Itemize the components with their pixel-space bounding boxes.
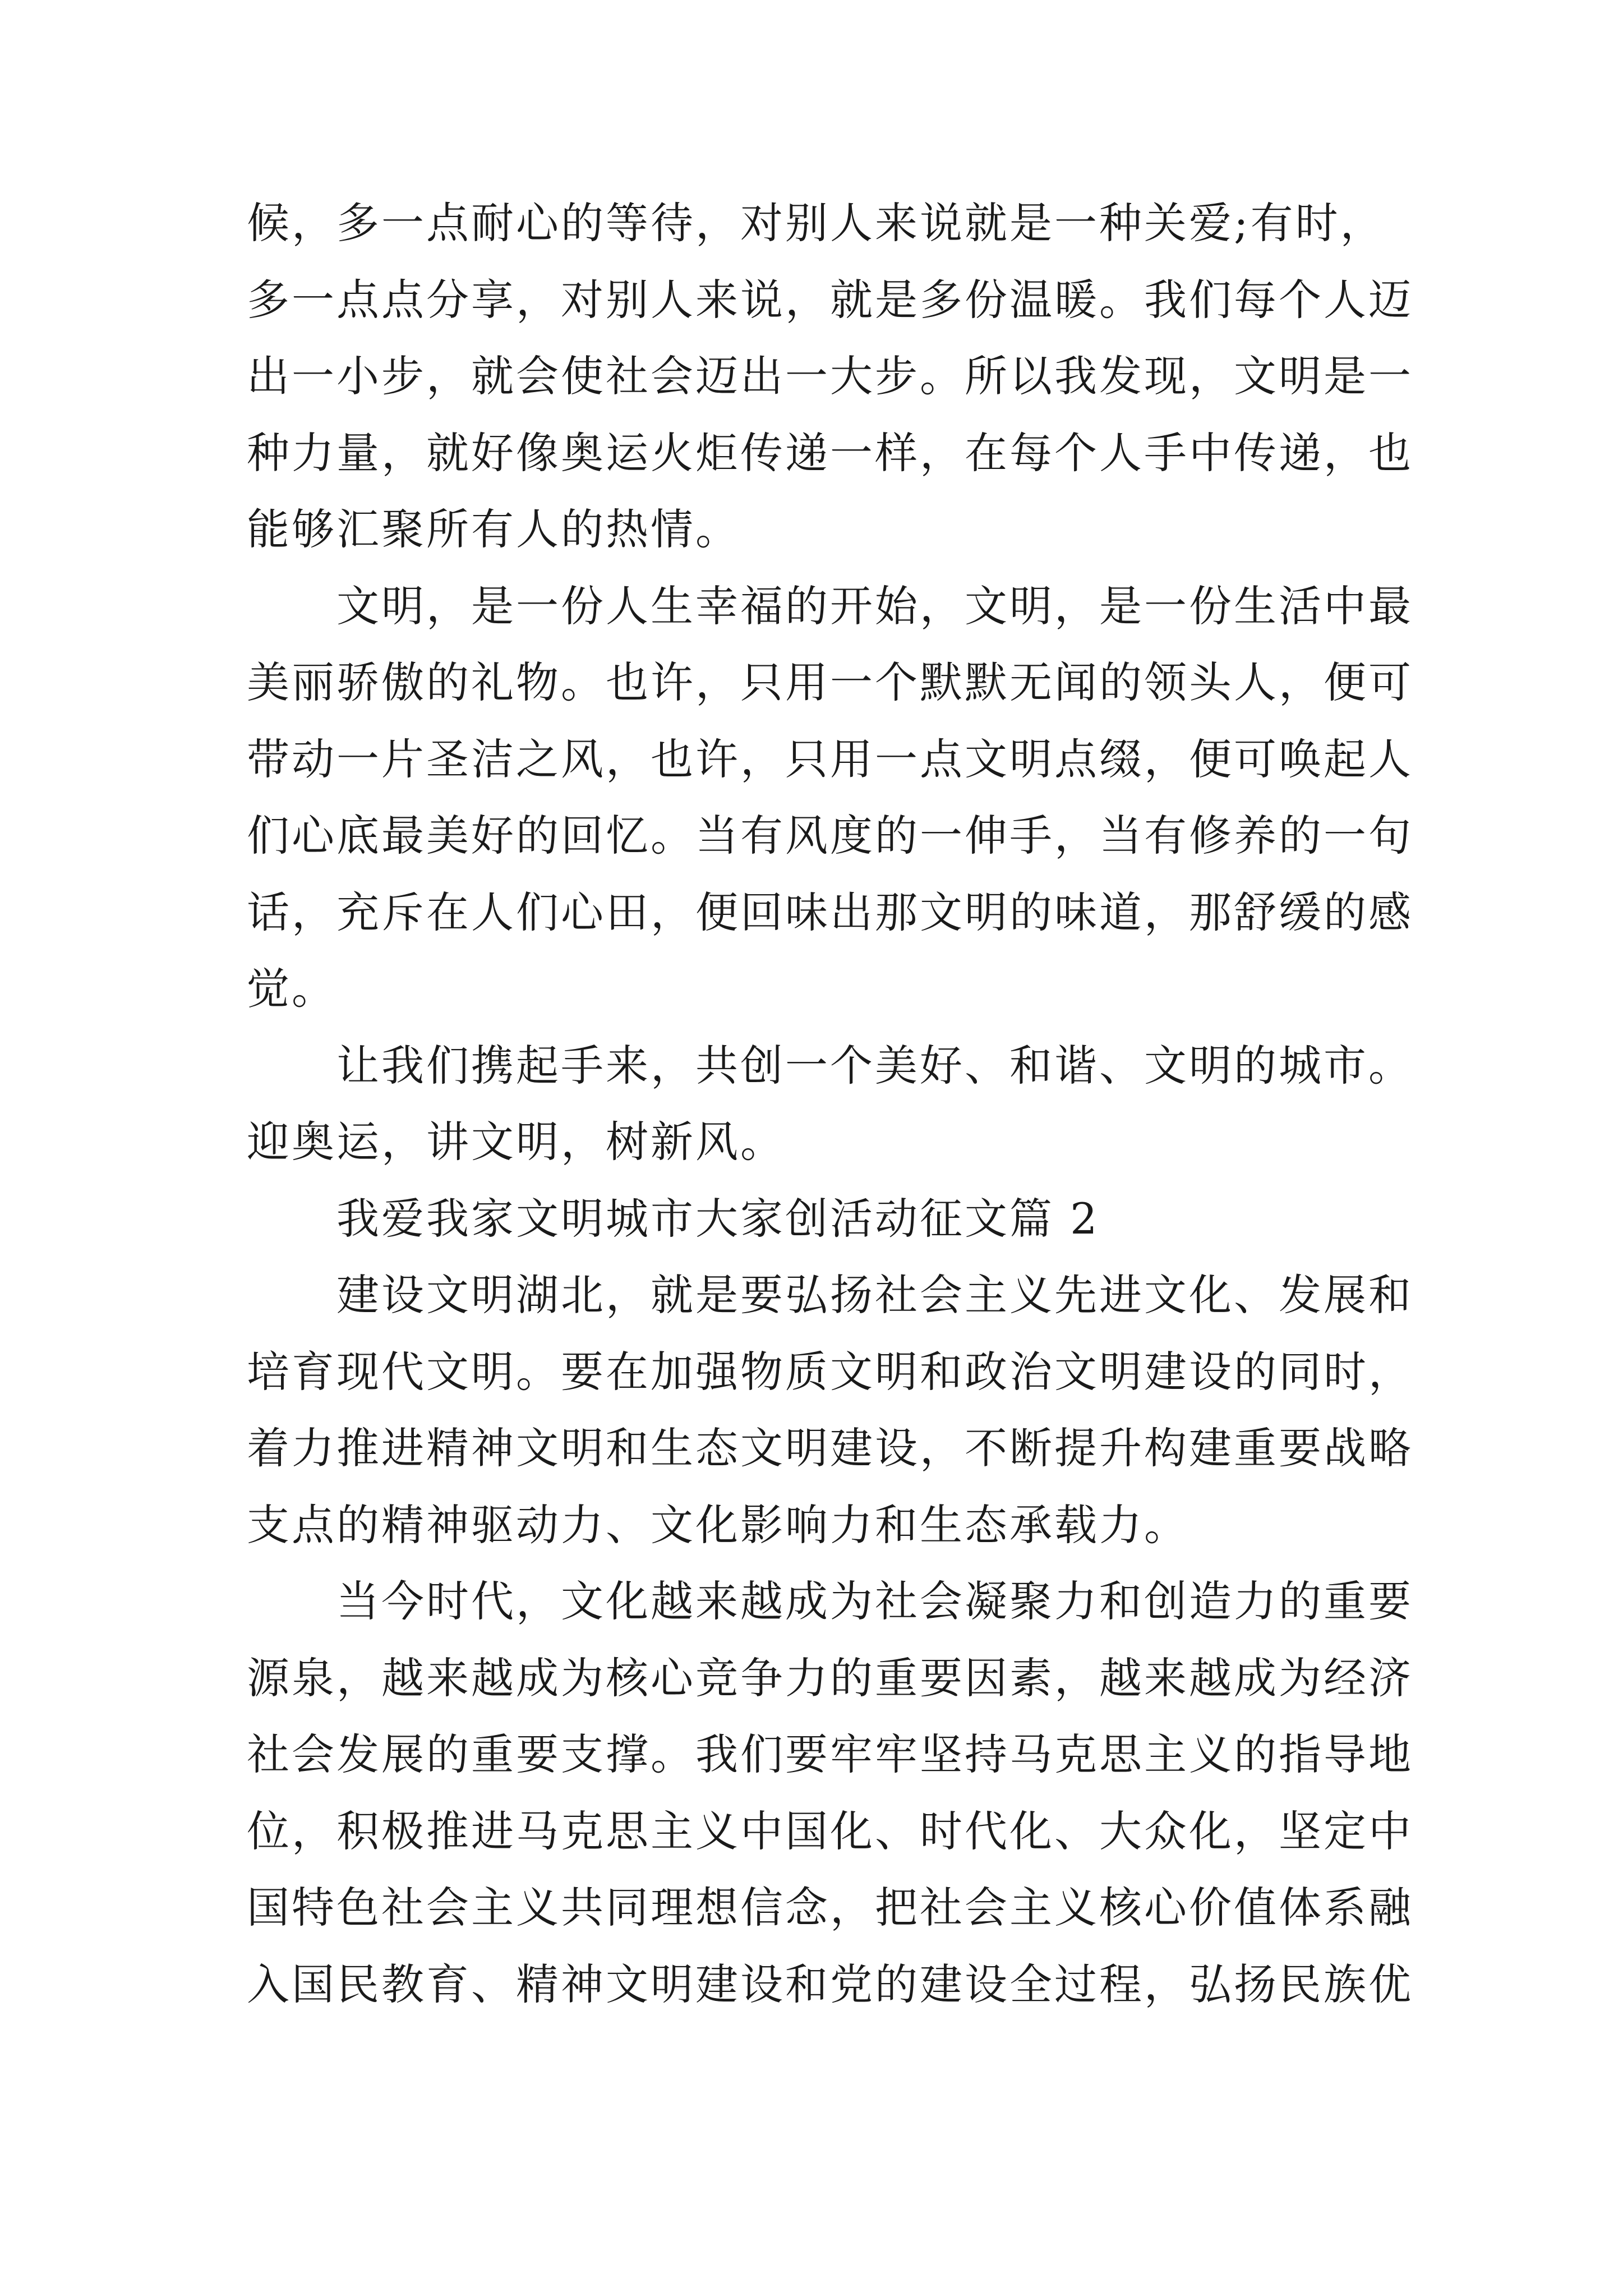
text-line: 种力量，就好像奥运火炬传递一样，在每个人手中传递，也 <box>247 427 1413 478</box>
text-line: 觉。 <box>247 964 336 1014</box>
text-line: 能够汇聚所有人的热情。 <box>247 504 740 554</box>
text-line: 让我们携起手来，共创一个美好、和谐、文明的城市。 <box>336 1040 1413 1091</box>
text-line: 国特色社会主义共同理想信念，把社会主义核心价值体系融 <box>247 1883 1413 1932</box>
text-line: 们心底最美好的回忆。当有风度的一伸手，当有修养的一句 <box>247 811 1413 861</box>
text-line: 当今时代，文化越来越成为社会凝聚力和创造力的重要 <box>336 1576 1413 1626</box>
text-line: 建设文明湖北，就是要弘扬社会主义先进文化、发展和 <box>336 1270 1413 1320</box>
text-line: 出一小步，就会使社会迈出一大步。所以我发现，文明是一 <box>247 351 1413 401</box>
text-line: 入国民教育、精神文明建设和党的建设全过程，弘扬民族优 <box>247 1959 1413 2009</box>
text-line: 带动一片圣洁之风，也许，只用一点文明点缀，便可唤起人 <box>247 734 1413 784</box>
text-line: 美丽骄傲的礼物。也许，只用一个默默无闻的领头人，便可 <box>247 657 1413 707</box>
text-line: 文明，是一份人生幸福的开始，文明，是一份生活中最 <box>336 581 1413 631</box>
text-line: 源泉，越来越成为核心竞争力的重要因素，越来越成为经济 <box>247 1653 1413 1703</box>
text-line: 候，多一点耐心的等待，对别人来说就是一种关爱;有时， <box>247 198 1385 248</box>
text-line: 着力推进精神文明和生态文明建设，不断提升构建重要战略 <box>247 1423 1413 1473</box>
text-line: 话，充斥在人们心田，便回味出那文明的味道，那舒缓的感 <box>247 887 1413 937</box>
text-line: 位，积极推进马克思主义中国化、时代化、大众化，坚定中 <box>247 1806 1413 1856</box>
text-line: 多一点点分享，对别人来说，就是多份温暖。我们每个人迈 <box>247 274 1413 325</box>
document-body <box>247 185 1413 2023</box>
text-line: 迎奥运，讲文明，树新风。 <box>247 1117 785 1167</box>
text-line: 支点的精神驱动力、文化影响力和生态承载力。 <box>247 1499 1189 1550</box>
text-line: 培育现代文明。要在加强物质文明和政治文明建设的同时， <box>247 1346 1413 1397</box>
text-line: 社会发展的重要支撑。我们要牢牢坚持马克思主义的指导地 <box>247 1729 1413 1779</box>
section-heading: 我爱我家文明城市大家创活动征文篇 2 <box>336 1193 1100 1244</box>
